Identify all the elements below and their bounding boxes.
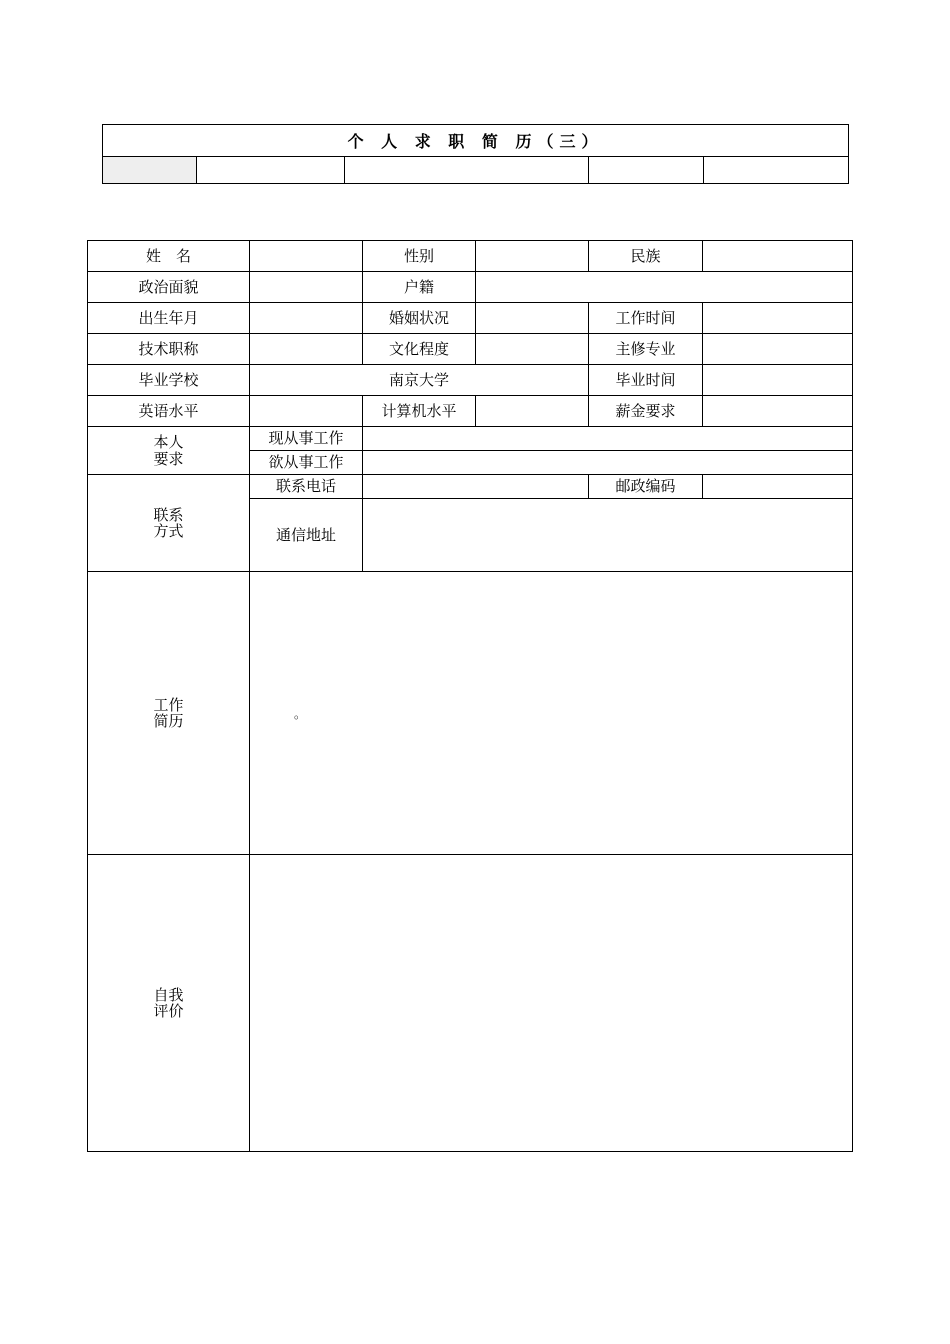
postcode-label: 邮政编码: [589, 475, 703, 499]
marital-field[interactable]: [476, 303, 589, 334]
header-cell-2[interactable]: [197, 157, 345, 184]
education-field[interactable]: [476, 334, 589, 365]
salary-field[interactable]: [703, 396, 853, 427]
work-history-label-line2: 简历: [153, 712, 184, 730]
gender-label: 性别: [363, 241, 476, 272]
english-field[interactable]: [250, 396, 363, 427]
hukou-field[interactable]: [476, 272, 853, 303]
self-eval-label-line2: 评价: [153, 1002, 184, 1020]
self-eval-label: [88, 855, 250, 1152]
request-label-line2: 要求: [153, 449, 184, 468]
gradtime-field[interactable]: [703, 365, 853, 396]
resume-form-table: [87, 240, 853, 1152]
major-field[interactable]: [703, 334, 853, 365]
education-label: 文化程度: [363, 334, 476, 365]
ethnicity-label: 民族: [589, 241, 703, 272]
request-label-line1: 本人: [153, 433, 184, 451]
work-history-content: 。: [294, 707, 307, 721]
major-label: 主修专业: [589, 334, 703, 365]
work-history-label: [88, 572, 250, 855]
title-field[interactable]: [250, 334, 363, 365]
page-title: 个 人 求 职 简 历（三）: [103, 125, 849, 157]
school-field[interactable]: 南京大学: [250, 365, 589, 396]
request-label: [88, 427, 250, 475]
birth-label: 出生年月: [88, 303, 250, 334]
ethnicity-field[interactable]: [703, 241, 853, 272]
current-job-label: 现从事工作: [250, 427, 363, 451]
salary-label: 薪金要求: [589, 396, 703, 427]
school-label: 毕业学校: [88, 365, 250, 396]
contact-label-line2: 方式: [153, 522, 184, 540]
title-label: 技术职称: [88, 334, 250, 365]
english-label: 英语水平: [88, 396, 250, 427]
header-cell-4[interactable]: [589, 157, 704, 184]
self-eval-field[interactable]: [250, 855, 853, 1152]
name-field[interactable]: [250, 241, 363, 272]
header-cell-5[interactable]: [704, 157, 849, 184]
political-label: 政治面貌: [88, 272, 250, 303]
worktime-field[interactable]: [703, 303, 853, 334]
computer-label: 计算机水平: [363, 396, 476, 427]
gradtime-label: 毕业时间: [589, 365, 703, 396]
header-cell-3[interactable]: [345, 157, 589, 184]
name-label: 姓 名: [88, 241, 250, 272]
political-field[interactable]: [250, 272, 363, 303]
gender-field[interactable]: [476, 241, 589, 272]
work-history-label-line1: 工作: [153, 695, 184, 714]
contact-label: [88, 475, 250, 572]
address-label: 通信地址: [250, 499, 363, 572]
desired-job-label: 欲从事工作: [250, 451, 363, 475]
birth-field[interactable]: [250, 303, 363, 334]
worktime-label: 工作时间: [589, 303, 703, 334]
current-job-field[interactable]: [363, 427, 853, 451]
desired-job-field[interactable]: [363, 451, 853, 475]
phone-label: 联系电话: [250, 475, 363, 499]
address-field[interactable]: [363, 499, 853, 572]
contact-label-line1: 联系: [153, 505, 184, 524]
marital-label: 婚姻状况: [363, 303, 476, 334]
hukou-label: 户籍: [363, 272, 476, 303]
header-cell-1[interactable]: [103, 157, 197, 184]
work-history-field[interactable]: [250, 572, 853, 855]
computer-field[interactable]: [476, 396, 589, 427]
postcode-field[interactable]: [703, 475, 853, 499]
phone-field[interactable]: [363, 475, 589, 499]
header-table: [102, 124, 849, 184]
self-eval-label-line1: 自我: [153, 985, 184, 1004]
